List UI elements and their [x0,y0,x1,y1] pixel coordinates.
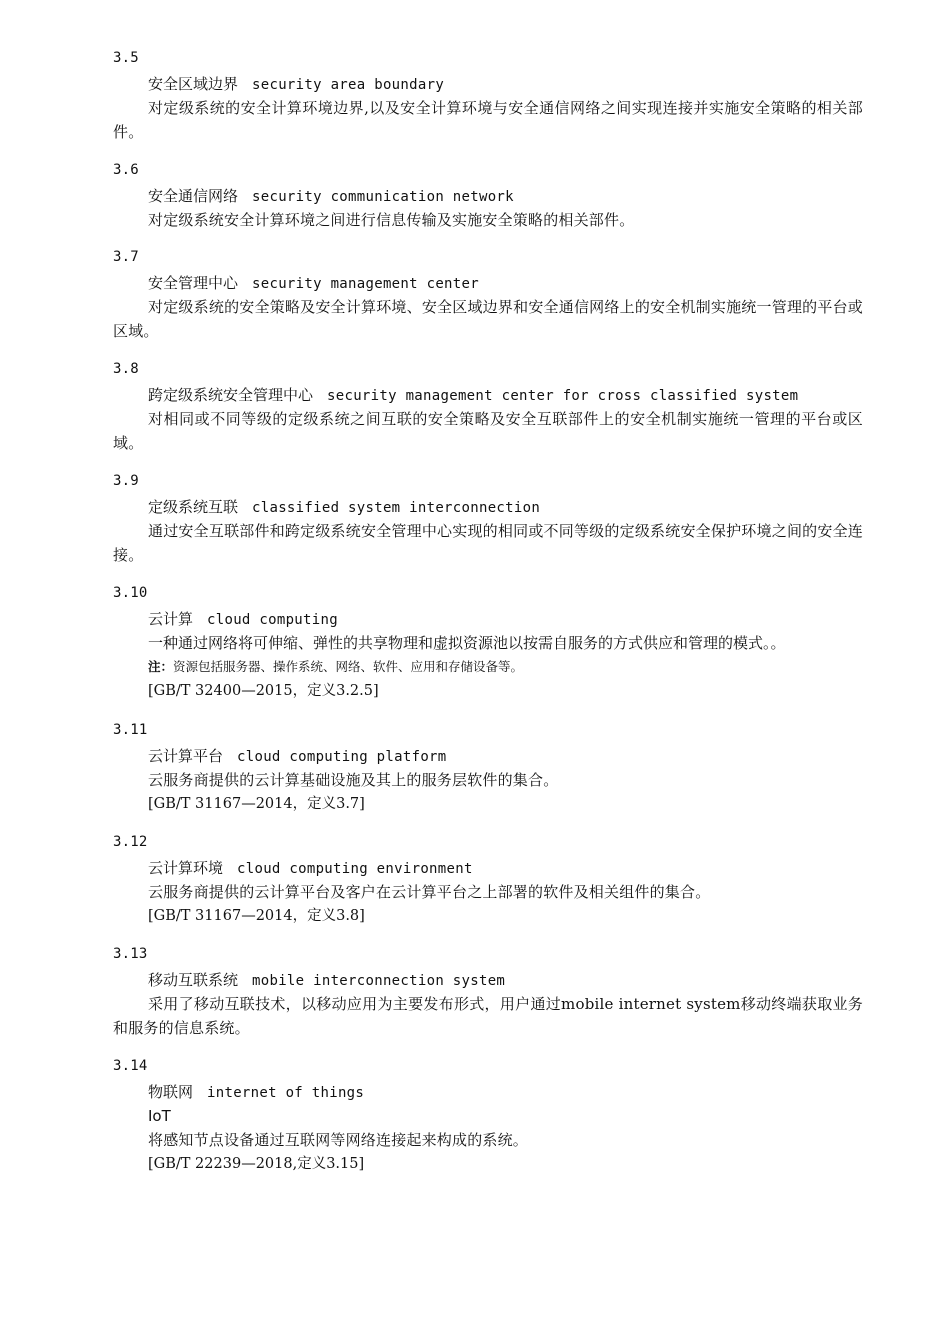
term-definition: 一种通过网络将可伸缩、弹性的共享物理和虚拟资源池以按需自服务的方式供应和管理的模式。。 [148,634,786,652]
clause-number: 3.9 [113,473,139,489]
clause-number: 3.12 [113,834,148,850]
term-chinese: 安全管理中心 [148,274,239,292]
term-note [148,655,863,679]
term-abbreviation: IoT [148,1107,171,1125]
term-chinese: 云计算环境 [148,859,224,877]
term-definition: 对定级系统的安全策略及安全计算环境、安全区域边界和安全通信网络上的安全机制实施统一管理的平台或区域。 [113,298,863,340]
term-entry-3-9 [113,471,863,567]
source-reference: [GB/T 22239—2018,定义3.15] [148,1156,365,1172]
term-english: cloud computing environment [237,861,473,877]
term-chinese: 云计算平台 [148,747,224,765]
term-heading [148,72,863,96]
term-english: cloud computing [207,612,338,628]
term-english: cloud computing platform [237,749,447,765]
term-definition: 对定级系统安全计算环境之间进行信息传输及实施安全策略的相关部件。 [148,211,635,229]
term-english: internet of things [207,1085,365,1101]
clause-number: 3.11 [113,722,148,738]
term-definition: 采用了移动互联技术，以移动应用为主要发布形式，用户通过mobile internet system移动终端获取业务和服务的信息系统。 [113,995,863,1037]
term-entry-3-5 [113,48,863,144]
term-english: security management center for cross classified system [327,388,799,404]
term-entry-3-14 [113,1056,863,1176]
term-chinese: 移动互联系统 [148,971,239,989]
term-definition: 对相同或不同等级的定级系统之间互联的安全策略及安全互联部件上的安全机制实施统一管理的平台或区域。 [113,410,863,452]
source-reference: [GB/T 32400—2015，定义3.2.5] [148,683,379,699]
term-entry-3-11 [113,720,863,816]
term-chinese: 物联网 [148,1083,194,1101]
source-reference: [GB/T 31167—2014，定义3.7] [148,796,365,812]
term-heading [148,744,863,768]
source-reference: [GB/T 31167—2014，定义3.8] [148,908,365,924]
note-label: 注： [148,659,174,674]
clause-number: 3.7 [113,249,139,265]
term-entry-3-6 [113,160,863,232]
term-entry-3-13 [113,944,863,1040]
term-english: mobile interconnection system [252,973,506,989]
clause-number: 3.10 [113,585,148,601]
term-english: security area boundary [252,77,445,93]
term-chinese: 跨定级系统安全管理中心 [148,386,314,404]
term-entry-3-10 [113,583,863,703]
clause-number: 3.6 [113,162,139,178]
clause-number: 3.8 [113,361,139,377]
clause-number: 3.14 [113,1058,148,1074]
term-entry-3-12 [113,832,863,928]
term-definition: 将感知节点设备通过互联网等网络连接起来构成的系统。 [148,1131,529,1149]
term-heading [148,383,863,407]
term-english: security communication network [252,189,514,205]
term-heading [148,968,863,992]
term-chinese: 安全通信网络 [148,187,239,205]
term-entry-3-7 [113,247,863,343]
term-chinese: 安全区域边界 [148,75,239,93]
term-definition: 通过安全互联部件和跨定级系统安全管理中心实现的相同或不同等级的定级系统安全保护环境之间的安全连接。 [113,522,863,564]
note-text: 资源包括服务器、操作系统、网络、软件、应用和存储设备等。 [173,659,524,674]
term-english: security management center [252,276,479,292]
term-heading [148,495,863,519]
term-heading [148,271,863,295]
term-entry-3-8 [113,359,863,455]
term-heading [148,856,863,880]
term-heading [148,1080,863,1104]
clause-number: 3.13 [113,946,148,962]
term-english: classified system interconnection [252,500,541,516]
term-heading [148,607,863,631]
term-chinese: 定级系统互联 [148,498,239,516]
term-heading [148,184,863,208]
term-chinese: 云计算 [148,610,194,628]
term-definition: 对定级系统的安全计算环境边界,以及安全计算环境与安全通信网络之间实现连接并实施安全策略的相关部件。 [113,99,863,141]
clause-number: 3.5 [113,50,139,66]
term-definition: 云服务商提供的云计算基础设施及其上的服务层软件的集合。 [148,771,559,789]
term-definition: 云服务商提供的云计算平台及客户在云计算平台之上部署的软件及相关组件的集合。 [148,883,711,901]
